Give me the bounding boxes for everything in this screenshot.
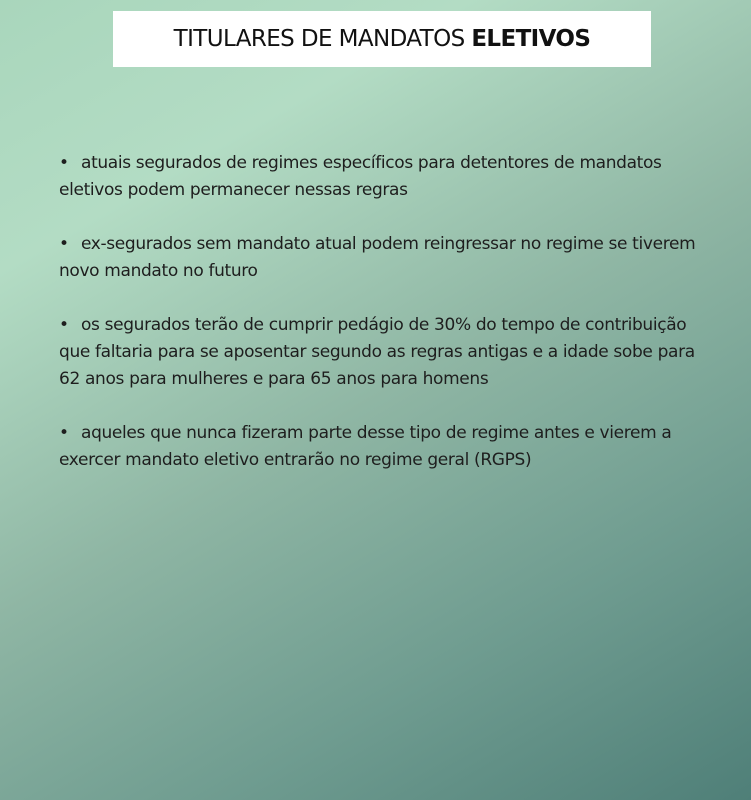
list-item bbox=[59, 150, 719, 204]
list-item-text: os segurados terão de cumprir pedágio de 30% do tempo de contribuição que faltaria para se aposentar segundo as regras antigas e a idade sobe para 62 anos para mulheres e para 65 anos para homens bbox=[59, 315, 695, 389]
list-item-text: atuais segurados de regimes específicos para detentores de mandatos eletivos podem permanecer nessas regras bbox=[59, 153, 662, 200]
bullet-marker: • bbox=[59, 234, 69, 254]
page-title bbox=[174, 26, 591, 52]
list-item-text: aqueles que nunca fizeram parte desse tipo de regime antes e vierem a exercer mandato eletivo entrarão no regime geral (RGPS) bbox=[59, 423, 672, 470]
bullet-marker: • bbox=[59, 153, 69, 173]
bullet-marker: • bbox=[59, 315, 69, 335]
list-item bbox=[59, 231, 719, 285]
list-item bbox=[59, 420, 719, 474]
list-item bbox=[59, 312, 719, 393]
page-title-bold: ELETIVOS bbox=[471, 26, 591, 52]
bullet-marker: • bbox=[59, 423, 69, 443]
title-box bbox=[113, 11, 651, 67]
page-title-regular: TITULARES DE MANDATOS bbox=[173, 26, 472, 52]
bullet-list bbox=[59, 150, 719, 501]
list-item-text: ex-segurados sem mandato atual podem reingressar no regime se tiverem novo mandato no futuro bbox=[59, 234, 696, 281]
